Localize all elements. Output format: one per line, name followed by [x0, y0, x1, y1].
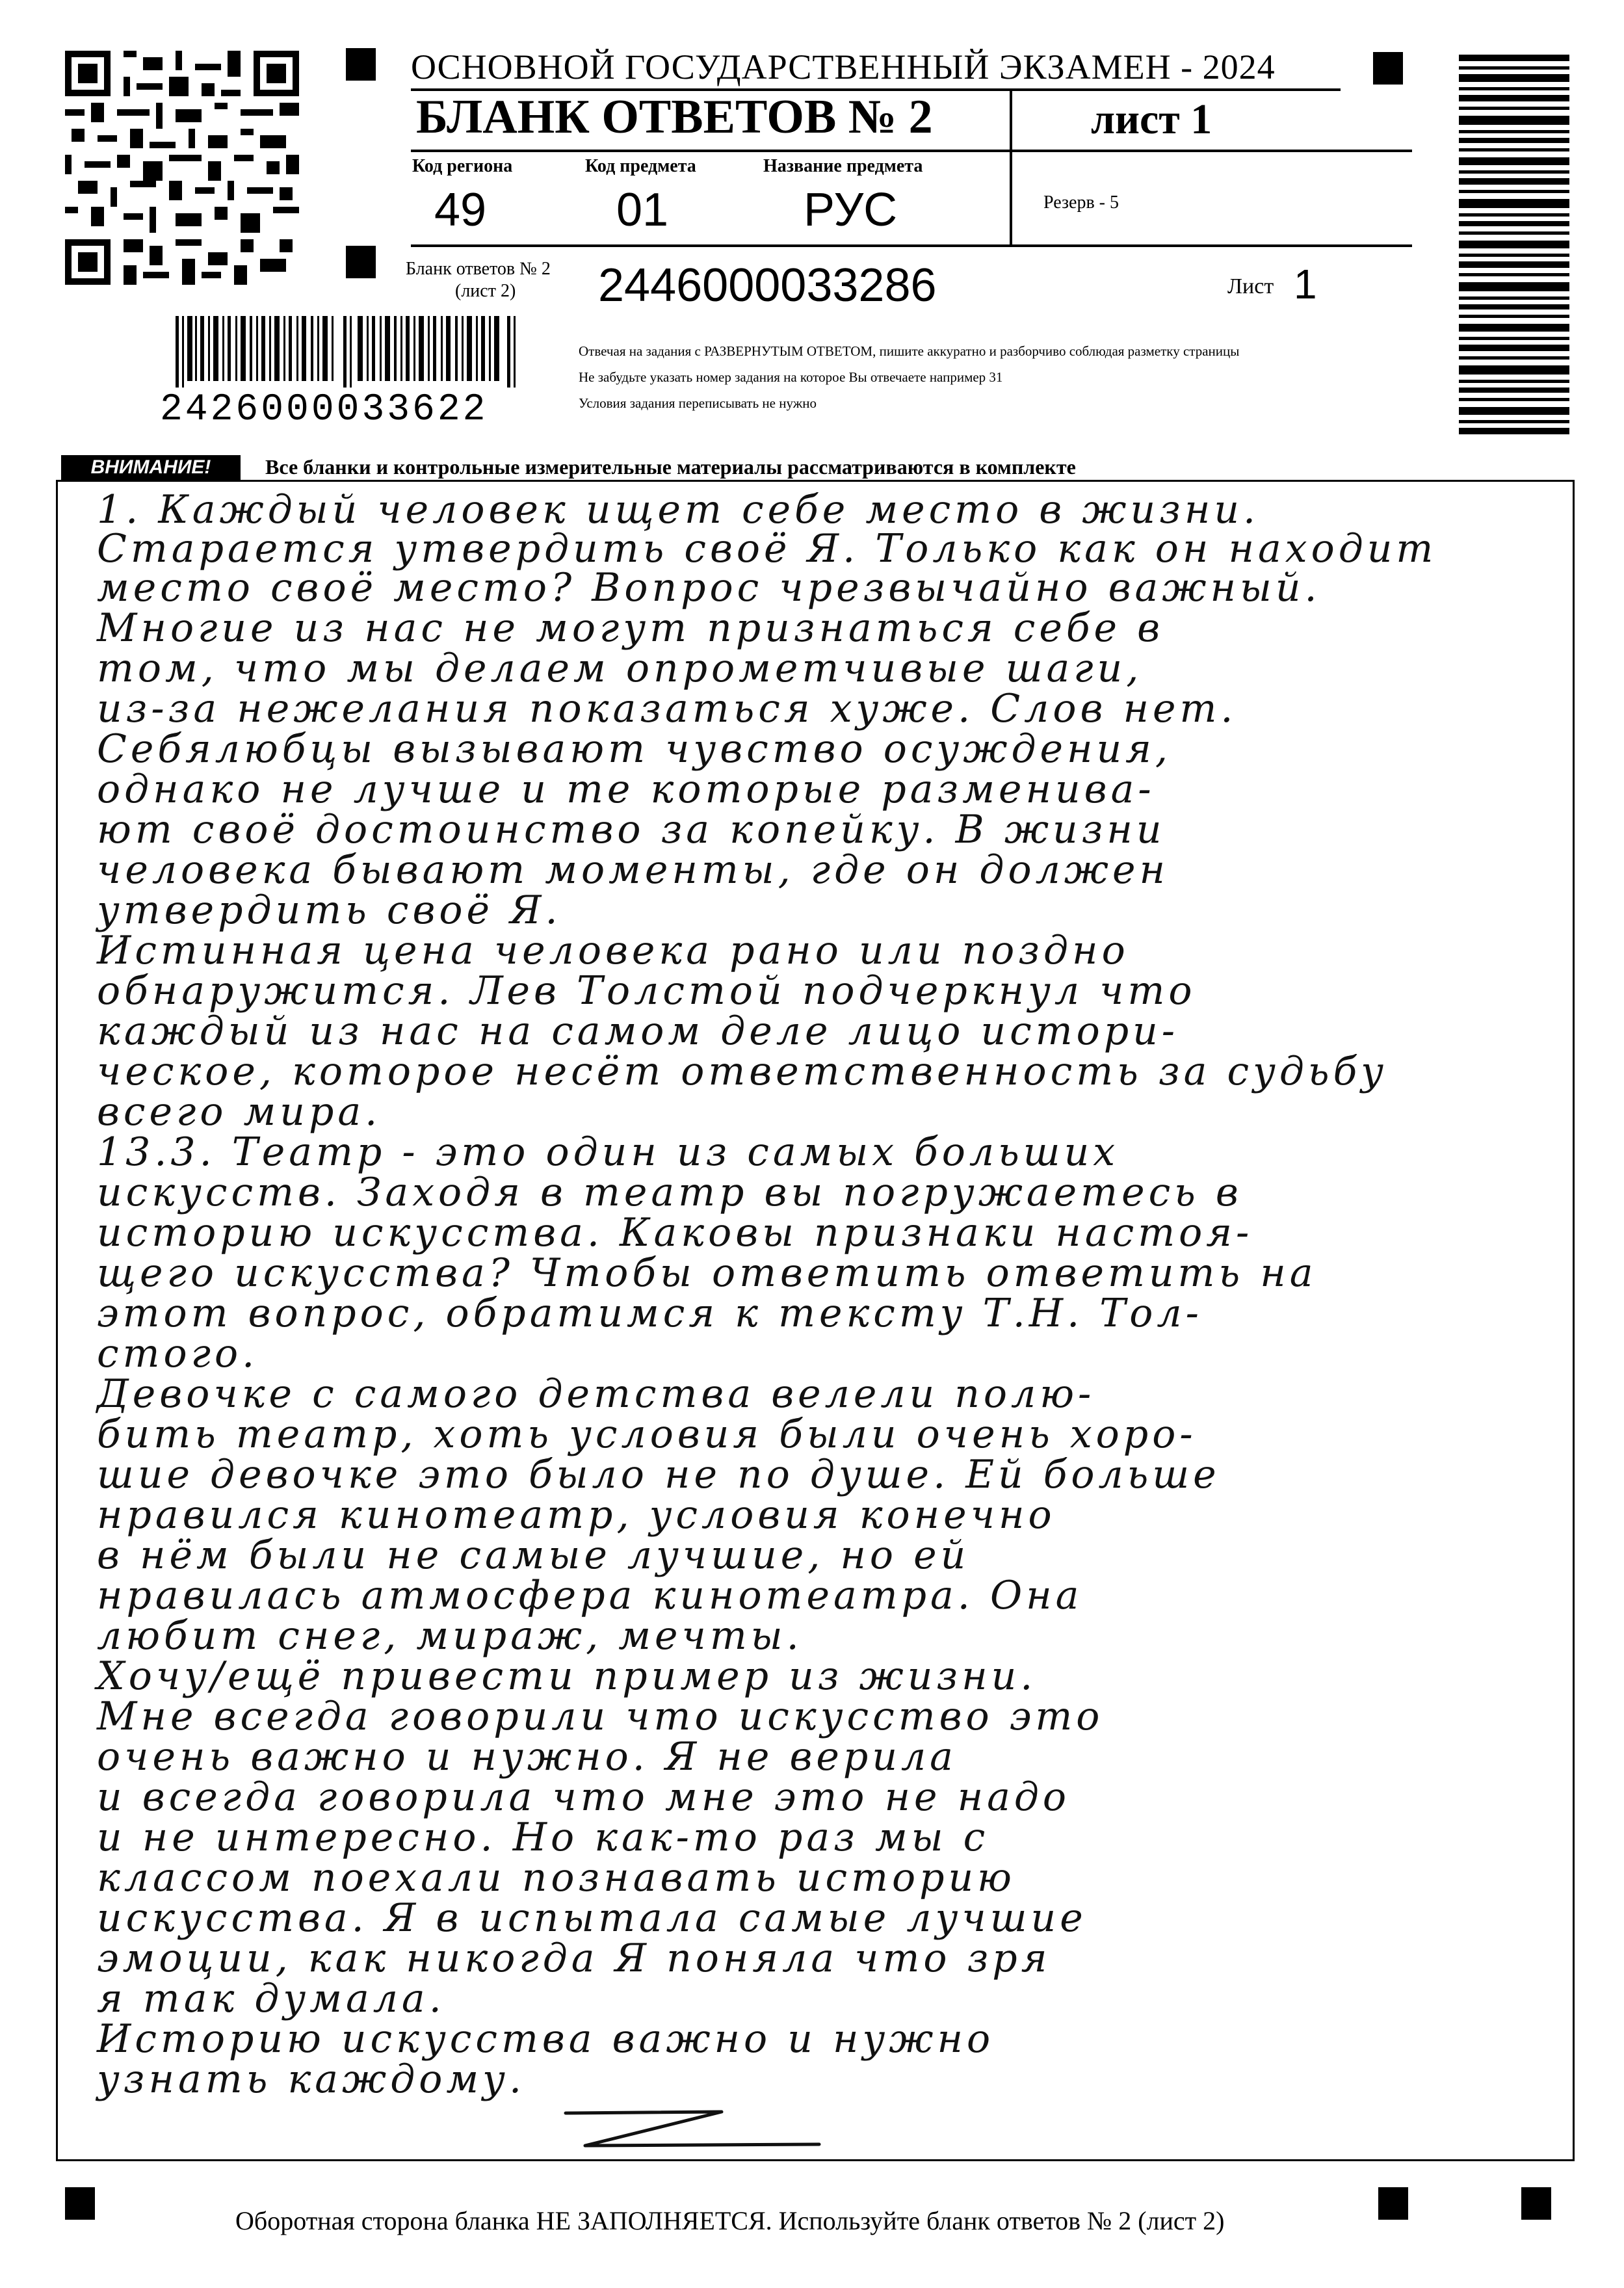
- handwritten-line: бить театр, хоть условия были очень хоро-: [97, 1412, 1197, 1457]
- handwritten-line: историю искусства. Каковы признаки настоя-: [97, 1210, 1253, 1256]
- reserve-label: Резерв - 5: [1043, 192, 1120, 213]
- alignment-marker: [1373, 52, 1403, 85]
- z-closing-mark: [559, 2081, 832, 2152]
- handwritten-line: очень важно и нужно. Я не верила: [97, 1734, 957, 1780]
- subject-code-label: Код предмета: [585, 156, 696, 176]
- handwritten-line: щего искусства? Чтобы ответить ответить на: [97, 1250, 1317, 1296]
- alignment-marker: [346, 246, 376, 278]
- handwritten-line: и всегда говорила что мне это не надо: [97, 1774, 1071, 1820]
- handwritten-line: искусства. Я в испытала самые лучшие: [97, 1895, 1087, 1941]
- side-barcode: [1459, 55, 1569, 438]
- warning-badge: ВНИМАНИЕ!: [61, 455, 241, 480]
- answer-area: [56, 480, 1575, 2161]
- subject-code-value: 01: [616, 184, 669, 236]
- handwritten-line: каждый из нас на самом деле лицо истори-: [97, 1008, 1179, 1054]
- handwritten-line: эмоции, как никогда Я поняла что зря: [97, 1936, 1051, 1981]
- form-title: БЛАНК ОТВЕТОВ № 2: [416, 90, 933, 144]
- handwritten-line: обнаружится. Лев Толстой подчеркнул что: [97, 968, 1196, 1014]
- handwritten-line: ческое, которое несёт ответственность за судьбу: [97, 1049, 1387, 1094]
- handwritten-line: 13.3. Театр - это один из самых больших: [97, 1129, 1120, 1175]
- handwritten-line: Девочке с самого детства велели полю-: [97, 1371, 1095, 1417]
- divider: [411, 244, 1412, 247]
- instruction-line: Не забудьте указать номер задания на которое Вы отвечаете например 31: [579, 369, 1003, 385]
- handwritten-line: Многие из нас не могут признаться себе в: [97, 605, 1164, 651]
- handwritten-line: Старается утвердить своё Я. Только как он находит: [97, 526, 1437, 572]
- handwritten-line: Истинная цена человека рано или поздно: [97, 928, 1129, 973]
- instruction-line: Отвечая на задания с РАЗВЕРНУТЫМ ОТВЕТОМ, пишите аккуратно и разборчиво соблюдая разметку страницы: [579, 343, 1240, 359]
- alignment-marker: [1378, 2187, 1408, 2220]
- handwritten-line: Хочу/ещё привести пример из жизни.: [97, 1653, 1037, 1699]
- sheet-label: лист 1: [1091, 96, 1212, 143]
- handwritten-line: Историю искусства важно и нужно: [97, 2016, 995, 2062]
- divider: [411, 150, 1412, 152]
- handwritten-line: том, что мы делаем опрометчивые шаги,: [97, 646, 1143, 691]
- footer-note: Оборотная сторона бланка НЕ ЗАПОЛНЯЕТСЯ. Используйте бланк ответов № 2 (лист 2): [235, 2206, 1225, 2235]
- subject-name-label: Название предмета: [763, 156, 923, 176]
- handwritten-line: человека бывают моменты, где он должен: [97, 847, 1170, 893]
- region-value: 49: [434, 184, 487, 236]
- handwritten-line: нравился кинотеатр, условия конечно: [97, 1492, 1056, 1538]
- barcode-number: 2426000033622: [160, 389, 488, 431]
- handwritten-line: нравилась атмосфера кинотеатра. Она: [97, 1573, 1083, 1618]
- handwritten-line: этот вопрос, обратимся к тексту Т.Н. Тол-: [97, 1291, 1203, 1336]
- handwritten-line: утвердить своё Я.: [97, 888, 562, 933]
- list-label: Лист: [1227, 274, 1274, 298]
- list-value: 1: [1294, 261, 1317, 308]
- subject-name-value: РУС: [804, 184, 898, 236]
- handwritten-line: всего мира.: [97, 1089, 382, 1135]
- barcode: [176, 316, 527, 388]
- divider: [1010, 88, 1012, 247]
- handwritten-line: шие девочке это было не по душе. Ей больше: [97, 1452, 1220, 1497]
- blank-number: 2446000033286: [598, 259, 937, 311]
- warning-text: Все бланки и контрольные измерительные материалы рассматриваются в комплекте: [265, 455, 1076, 479]
- exam-title: ОСНОВНОЙ ГОСУДАРСТВЕННЫЙ ЭКЗАМЕН - 2024: [411, 47, 1276, 86]
- handwritten-line: искусств. Заходя в театр вы погружаетесь в: [97, 1170, 1242, 1215]
- handwritten-line: место своё место? Вопрос чрезвычайно важный.: [97, 565, 1321, 611]
- handwritten-line: узнать каждому.: [97, 2057, 526, 2102]
- handwritten-line: классом поехали познавать историю: [97, 1855, 1015, 1900]
- instruction-line: Условия задания переписывать не нужно: [579, 395, 817, 411]
- qr-code: [65, 51, 299, 285]
- handwritten-line: ют своё достоинство за копейку. В жизни: [97, 807, 1166, 852]
- handwritten-line: однако не лучше и те которые разменива-: [97, 767, 1155, 812]
- handwritten-line: я так думала.: [97, 1976, 445, 2021]
- handwritten-line: из-за нежелания показаться хуже. Слов нет.: [97, 686, 1237, 731]
- alignment-marker: [65, 2187, 95, 2220]
- handwritten-line: Мне всегда говорили что искусство это: [97, 1694, 1104, 1739]
- blank-sublabel: (лист 2): [455, 281, 516, 301]
- handwritten-line: в нём были не самые лучшие, но ей: [97, 1532, 970, 1578]
- blank-label: Бланк ответов № 2: [406, 259, 551, 279]
- handwritten-line: 1. Каждый человек ищет себе место в жизни.: [97, 487, 1260, 533]
- handwritten-line: стого.: [97, 1331, 259, 1376]
- region-label: Код региона: [412, 156, 513, 176]
- handwritten-line: и не интересно. Но как-то раз мы с: [97, 1815, 989, 1860]
- handwritten-line: любит снег, мираж, мечты.: [97, 1613, 803, 1659]
- handwritten-line: Себялюбцы вызывают чувство осуждения,: [97, 726, 1172, 772]
- alignment-marker: [1521, 2187, 1551, 2220]
- alignment-marker: [346, 48, 376, 81]
